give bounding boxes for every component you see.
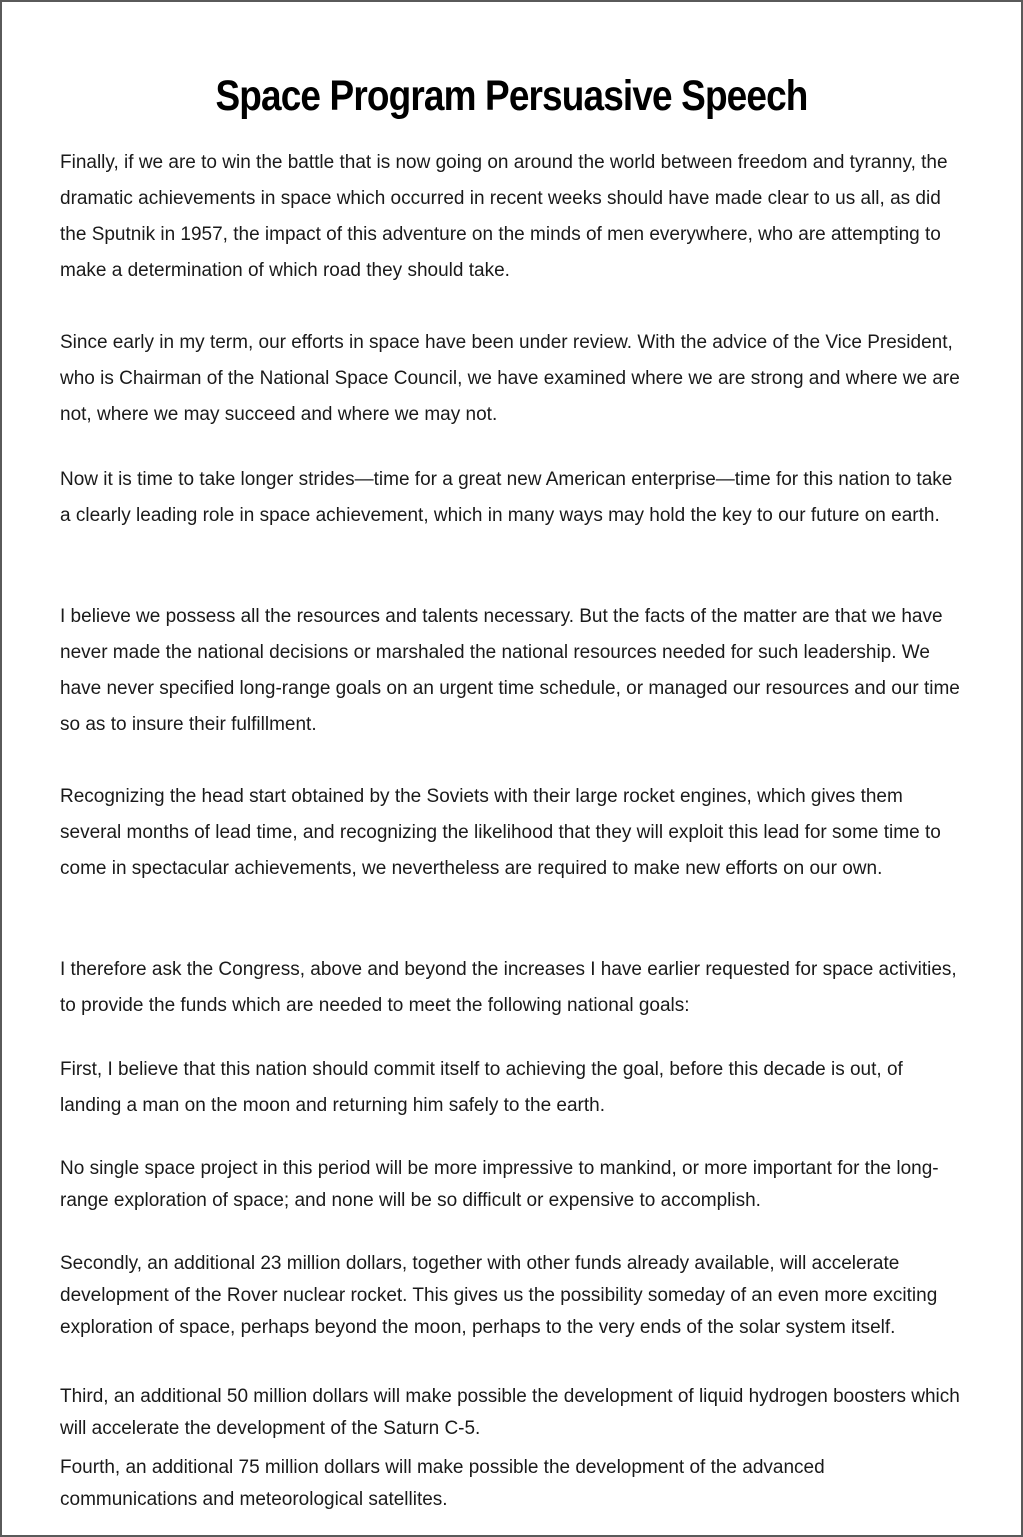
- paragraph-6: I therefore ask the Congress, above and beyond the increases I have earlier requested for space activities, to provide the funds which are needed to meet the following national goals:: [60, 959, 957, 1016]
- paragraph-8: No single space project in this period will be more impressive to mankind, or more important for the long-range exploration of space; and none will be so difficult or expensive to accomplish.: [60, 1158, 939, 1211]
- paragraph-4: I believe we possess all the resources and talents necessary. But the facts of the matter are that we have never made the national decisions or marshaled the national resources needed for such leadership. We have never specified long-range goals on an urgent time schedule, or managed our resources and our time so as to insure their fulfillment.: [60, 606, 960, 735]
- paragraph-7: First, I believe that this nation should commit itself to achieving the goal, before this decade is out, of landing a man on the moon and returning him safely to the earth.: [60, 1059, 903, 1116]
- paragraph-1: Finally, if we are to win the battle that is now going on around the world between freedom and tyranny, the dramatic achievements in space which occurred in recent weeks should have made clear to us all, as did the Sputnik in 1957, the impact of this adventure on the minds of men everywhere, who are attempting to make a determination of which road they should take.: [60, 152, 948, 281]
- paragraph-9: Secondly, an additional 23 million dollars, together with other funds already available, will accelerate development of the Rover nuclear rocket. This gives us the possibility someday of an even more exciting exploration of space, perhaps beyond the moon, perhaps to the very ends of the solar system itself.: [60, 1253, 938, 1338]
- paragraph-5: Recognizing the head start obtained by the Soviets with their large rocket engines, which gives them several months of lead time, and recognizing the likelihood that they will exploit this lead for some time to come in spectacular achievements, we nevertheless are required to make new efforts on our own.: [60, 786, 941, 879]
- document-title: Space Program Persuasive Speech: [215, 72, 808, 120]
- paragraph-3: Now it is time to take longer strides—time for a great new American enterprise—time for this nation to take a clearly leading role in space achievement, which in many ways may hold the key to our future on earth.: [60, 469, 953, 526]
- paragraph-2: Since early in my term, our efforts in space have been under review. With the advice of the Vice President, who is Chairman of the National Space Council, we have examined where we are strong and where we are not, where we may succeed and where we may not.: [60, 332, 960, 425]
- paragraph-11: Fourth, an additional 75 million dollars will make possible the development of the advanced communications and meteorological satellites.: [60, 1457, 825, 1510]
- paragraph-10: Third, an additional 50 million dollars will make possible the development of liquid hydrogen boosters which will accelerate the development of the Saturn C-5.: [60, 1386, 960, 1439]
